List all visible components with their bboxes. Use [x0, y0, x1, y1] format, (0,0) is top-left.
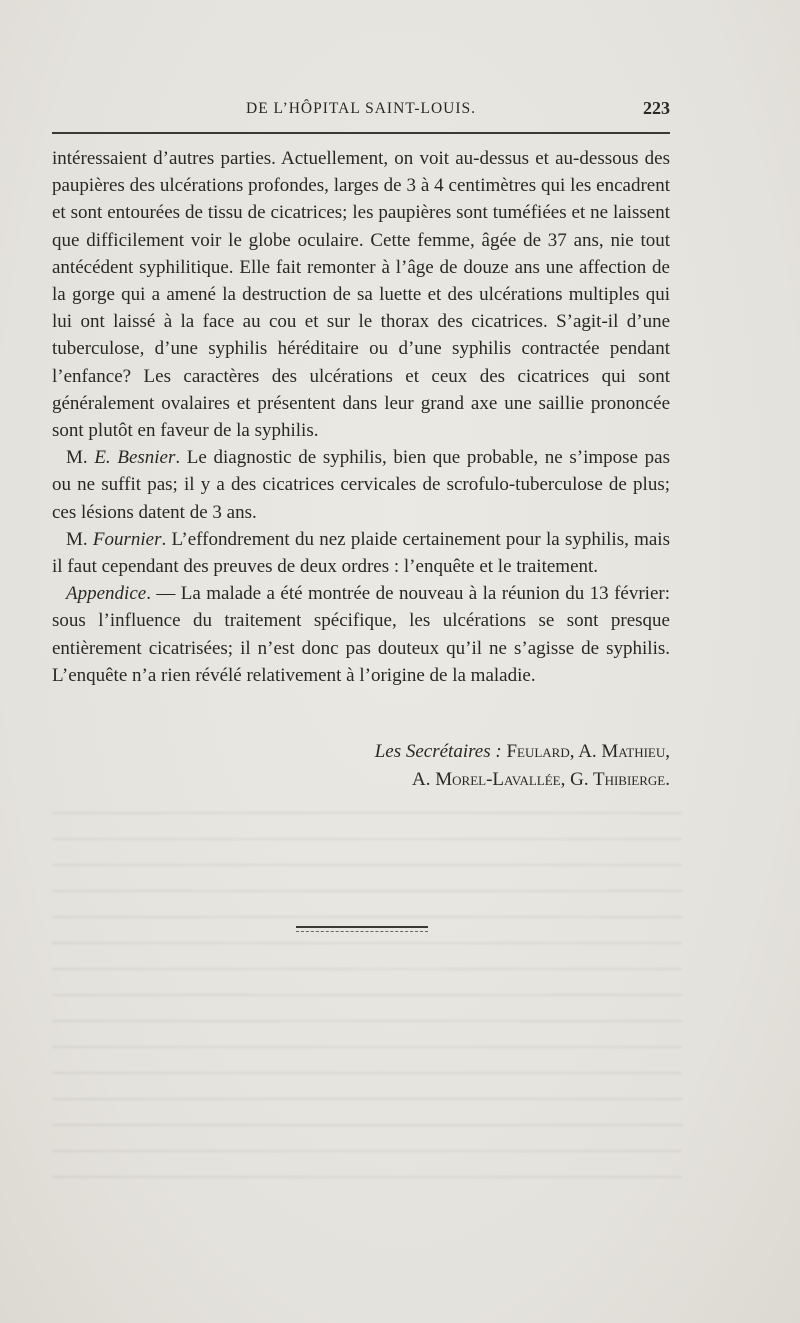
appendice-text: . — La malade a été montrée de nouveau à la réunion du 13 février: sous l’influence du traitement spécifique, les ulcérations se sont presque entièrement cicatrisées; il n’est donc pas douteux qu’il ne s’agisse de syphilis. L’enquête n’a rien révélé relativement à l’origine de la maladie.: [52, 583, 670, 686]
paragraph-besnier: [52, 444, 670, 526]
signature-label: Les Secrétaires :: [374, 741, 502, 762]
show-through-texture: [52, 800, 682, 1200]
signature-line-1: [52, 738, 670, 766]
running-header: [52, 96, 670, 122]
page-number: 223: [643, 98, 670, 118]
signature-block: [52, 738, 670, 793]
end-ornament-rule: [296, 926, 428, 932]
besnier-text: . Le diagnostic de syphilis, bien que probable, ne s’impose pas ou ne suffit pas; il y a des cicatrices cervicales de scrofulo-tuberculose de plus; ces lésions datent de 3 ans.: [52, 447, 670, 523]
paragraph-case-description: intéressaient d’autres parties. Actuellement, on voit au-dessus et au-dessous des paupières des ulcérations profondes, larges de 3 à 4 centimètres qui les encadrent et sont entourées de tissu de cicatrices; les paupières sont tuméfiées et ne laissent que difficilement voir le globe oculaire. Cette femme, âgée de 37 ans, nie tout antécédent syphilitique. Elle fait remonter à l’âge de douze ans une affection de la gorge qui a amené la destruction de sa luette et des ulcérations multiples qui lui ont laissé à la face au cou et sur le thorax des cicatrices. S’agit-il d’une tuberculose, d’une syphilis héréditaire ou d’une syphilis contractée pendant l’enfance? Les caractères des ulcérations et ceux des cicatrices qui sont généralement ovalaires et présentent dans leur grand axe une saillie prononcée sont plutôt en faveur de la syphilis.: [52, 148, 670, 442]
appendice-label: Appendice: [66, 583, 147, 605]
signature-names-2: A. Morel-Lavallée, G. Thibierge.: [412, 768, 670, 790]
header-rule: [52, 132, 670, 134]
paragraph-fournier: [52, 526, 670, 580]
paragraph-appendice: [52, 580, 670, 689]
running-header-title: DE L’HÔPITAL SAINT-LOUIS.: [246, 100, 476, 117]
besnier-prefix: M.: [66, 447, 95, 469]
fournier-name: Fournier: [92, 528, 162, 550]
body-text: [52, 145, 670, 689]
signature-line-2: [52, 766, 670, 794]
fournier-text: . L’effondrement du nez plaide certainement pour la syphilis, mais il faut cependant des preuves de deux ordres : l’enquête et le traitement.: [52, 528, 670, 578]
besnier-name: E. Besnier: [94, 447, 176, 469]
fournier-prefix: M.: [66, 528, 93, 550]
signature-names-1: Feulard, A. Mathieu,: [506, 741, 670, 762]
